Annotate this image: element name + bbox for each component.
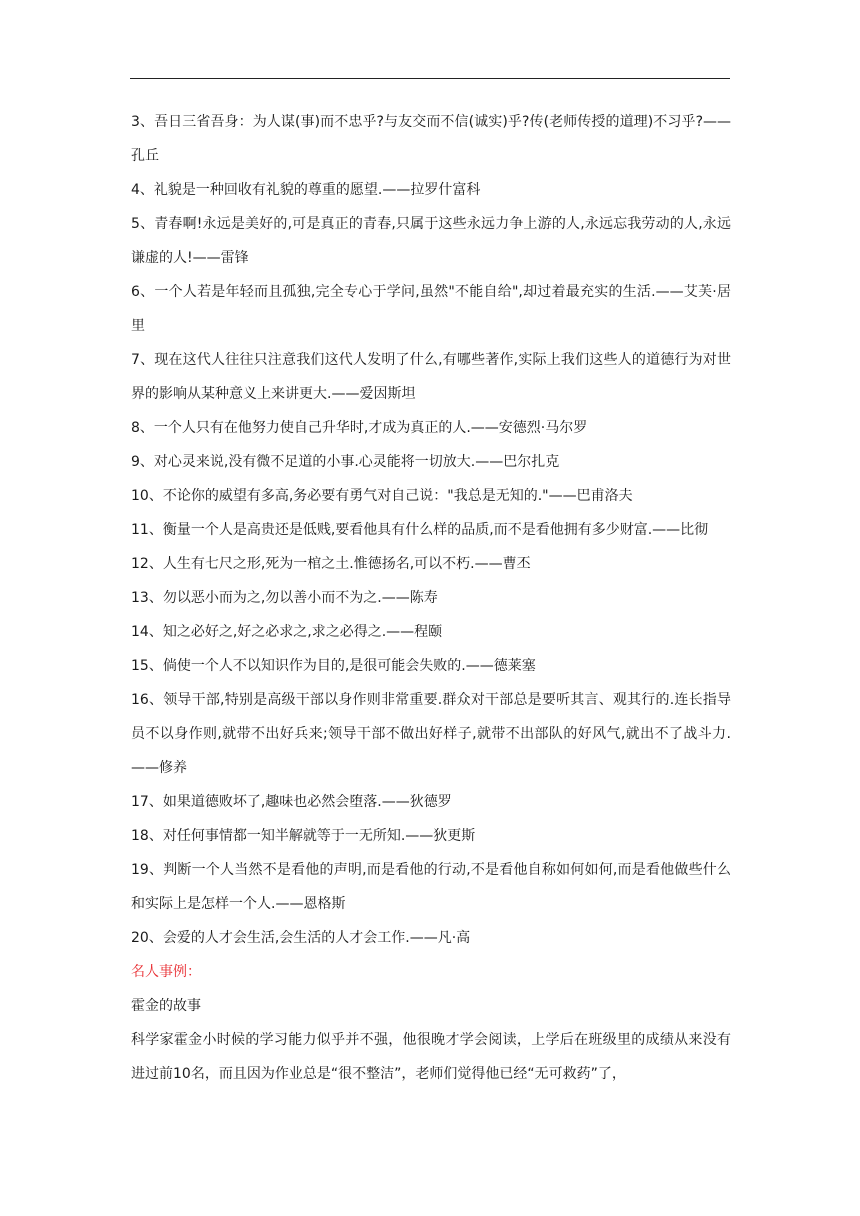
- quote-item: 4、礼貌是一种回收有礼貌的尊重的愿望.——拉罗什富科: [131, 182, 481, 198]
- story-body: 科学家霍金小时候的学习能力似乎并不强，他很晚才学会阅读，上学后在班级里的成绩从来没有进过前10名，而且因为作业总是“很不整洁”，老师们觉得他已经“无可救药”了，: [131, 1032, 731, 1082]
- document-body: [131, 105, 731, 1091]
- story-title: 霍金的故事: [131, 998, 201, 1014]
- quote-item: 17、如果道德败坏了,趣味也必然会堕落.——狄德罗: [131, 794, 452, 810]
- quote-item: 10、不论你的威望有多高,务必要有勇气对自己说："我总是无知的."——巴甫洛夫: [131, 488, 633, 504]
- header-rule: [130, 78, 730, 79]
- quote-item: 6、一个人若是年轻而且孤独,完全专心于学问,虽然"不能自给",却过着最充实的生活.——艾芙·居里: [131, 284, 731, 334]
- quote-item: 12、人生有七尺之形,死为一棺之土.惟德扬名,可以不朽.——曹丕: [131, 556, 531, 572]
- quote-item: 14、知之必好之,好之必求之,求之必得之.——程颐: [131, 624, 443, 640]
- quote-item: 8、一个人只有在他努力使自己升华时,才成为真正的人.——安德烈·马尔罗: [131, 420, 588, 436]
- quote-item: 13、勿以恶小而为之,勿以善小而不为之.——陈寿: [131, 590, 438, 606]
- quote-item: 18、对任何事情都一知半解就等于一无所知.——狄更斯: [131, 828, 476, 844]
- quote-item: 15、倘使一个人不以知识作为目的,是很可能会失败的.——德莱塞: [131, 658, 536, 674]
- quote-item: 16、领导干部,特别是高级干部以身作则非常重要.群众对干部总是要听其言、观其行的.连长指导员不以身作则,就带不出好兵来;领导干部不做出好样子,就带不出部队的好风气,就出不了战斗力. ——修养: [131, 692, 731, 776]
- quote-item: 19、判断一个人当然不是看他的声明,而是看他的行动,不是看他自称如何如何,而是看他做些什么和实际上是怎样一个人.——恩格斯: [131, 862, 731, 912]
- quote-item: 7、现在这代人往往只注意我们这代人发明了什么,有哪些著作,实际上我们这些人的道德行为对世界的影响从某种意义上来讲更大.——爱因斯坦: [131, 352, 731, 402]
- section-heading: 名人事例：: [131, 964, 201, 980]
- quote-item: 5、青春啊!永远是美好的,可是真正的青春,只属于这些永远力争上游的人,永远忘我劳动的人,永远谦虚的人!——雷锋: [131, 216, 731, 266]
- quote-item: 20、会爱的人才会生活,会生活的人才会工作.——凡·高: [131, 930, 471, 946]
- quote-item: 9、对心灵来说,没有微不足道的小事.心灵能将一切放大.——巴尔扎克: [131, 454, 560, 470]
- quote-item: 11、衡量一个人是高贵还是低贱,要看他具有什么样的品质,而不是看他拥有多少财富.——比彻: [131, 522, 709, 538]
- quote-item: 3、吾日三省吾身：为人谋(事)而不忠乎?与友交而不信(诚实)乎?传(老师传授的道理)不习乎?——孔丘: [131, 114, 731, 164]
